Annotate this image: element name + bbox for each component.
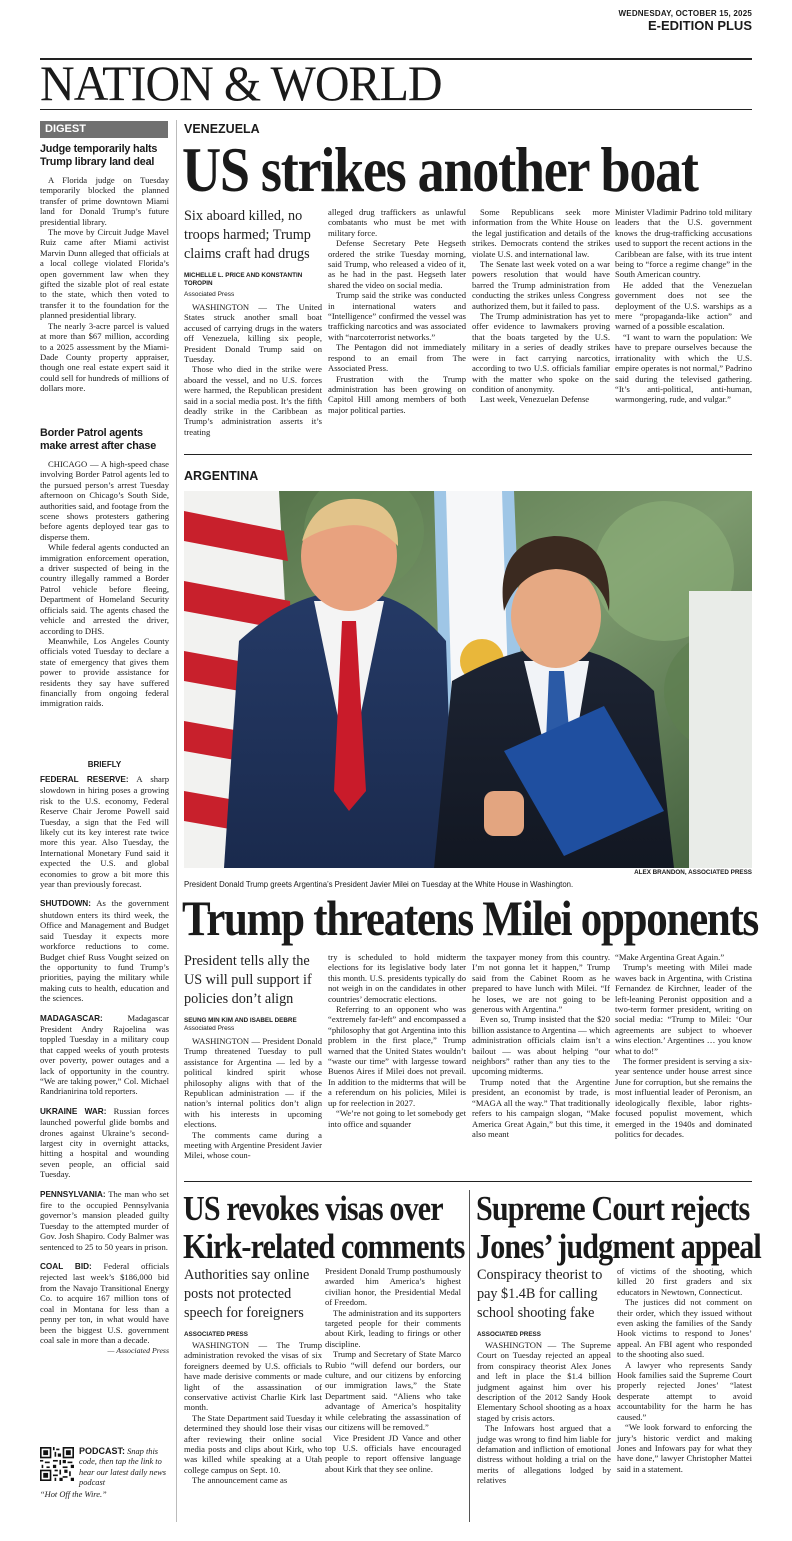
paragraph: The move by Circuit Judge Mavel Ruiz came after Miami activist Marvin Dunn alleged that officials at a local college violated Florida’s open government law when they gifted the sizable plot of real estate to the state, which then voted to transfer it to the foundation for the planned presidential library. [40, 227, 169, 321]
article-column [617, 1266, 752, 1474]
brief-text: The man who set fire to the occupied Pennsylvania governor’s mansion pleaded guilty Tuesday to the attempted murder of Gov. Josh Shapiro. Cody Balmer was sentenced to 25 to 50 years in prison. [40, 1188, 169, 1252]
paragraph: “We’re not going to let somebody get into office and squander [328, 1108, 466, 1129]
paragraph: “We look forward to enforcing the jury’s historic verdict and making Jones and Infowars pay for what they have done,” lawyer Christopher Mattei said in a statement. [617, 1422, 752, 1474]
paragraph: alleged drug traffickers as unlawful combatants who must be met with military force. [328, 207, 466, 238]
paragraph: WASHINGTON — The Supreme Court on Tuesday rejected an appeal from conspiracy theorist Alex Jones and left in place the $1.4 billion judgment against him over his description of the 2012 Sandy Hook Elementary School shooting as a hoax staged by crisis actors. [477, 1340, 611, 1423]
article-column [615, 952, 752, 1139]
paragraph: Trump’s meeting with Milei made waves back in Argentina, with Cristina Fernandez de Kirchner, leader of the left-leaning Peronist opposition and a two-term former president, writing on social media: “Trump to Milei: ‘Our agreements are subject to whoever wins election.’ Argentines … you know what to do!” [615, 962, 752, 1056]
story-rule [184, 1181, 752, 1182]
paragraph: of victims of the shooting, which killed 20 first graders and six educators in Newtown, Connecticut. [617, 1266, 752, 1297]
article-column [184, 1340, 322, 1486]
digest-headline: Judge temporarily halts Trump library land deal [40, 143, 158, 168]
brief-label: UKRAINE WAR: [40, 1106, 107, 1116]
brief-label: SHUTDOWN: [40, 899, 91, 909]
brief-item [40, 774, 169, 889]
headline-jones [476, 1190, 761, 1266]
article-column [472, 952, 610, 1139]
byline-agency: Associated Press [184, 291, 235, 298]
brief-text: Russian forces launched powerful glide bombs and drones against Ukraine’s second-largest city in overnight attacks, hitting a hospital and wounding seven people, an official said Tuesday. [40, 1105, 169, 1180]
column-divider [176, 120, 177, 1522]
paragraph: WASHINGTON — The Trump administration revoked the visas of six foreigners deemed by U.S. officials to have made derisive comments or made light of the assassination of conservative activist Charlie Kirk last month. [184, 1340, 322, 1413]
brief-label: MADAGASCAR: [40, 1013, 103, 1023]
story-rule [184, 454, 752, 455]
brief-item [40, 1261, 169, 1345]
byline-agency: ASSOCIATED PRESS [184, 1331, 248, 1338]
brief-item [40, 1106, 169, 1180]
paragraph: President Donald Trump posthumously awarded him America’s highest civilian honor, the Presidential Medal of Freedom. [325, 1266, 461, 1308]
article-column [472, 207, 610, 405]
paragraph: The State Department said Tuesday it determined they should lose their visas after reviewing their online social media posts and clips about Kirk, who was killed while speaking at a Utah college campus on Sept. 10. [184, 1412, 322, 1475]
photo-credit: ALEX BRANDON, ASSOCIATED PRESS [634, 869, 752, 876]
podcast-label: PODCAST: [79, 1446, 126, 1456]
headline-line: Jones’ judgment appeal [476, 1227, 761, 1266]
section-title: NATION & WORLD [40, 55, 442, 111]
digest-story-library [40, 143, 169, 394]
paragraph: Meanwhile, Los Angeles County officials voted Tuesday to declare a state of emergency that gives them power to provide assistance for residents they say have suffered financially from ongoing federal immigration raids. [40, 635, 169, 709]
article-column [328, 207, 466, 415]
paragraph: Vice President JD Vance and other top U.S. officials have encouraged people to report offensive language about Kirk that they see online. [325, 1432, 461, 1474]
paragraph: Minister Vladimir Padrino told military leaders that the U.S. government knows the drug-trafficking accusations used to support the recent actions in the Caribbean are false, with its true intent being to “force a regime change” in the South American country. [615, 207, 752, 280]
brief-label: COAL BID: [40, 1262, 92, 1272]
qr-code-icon[interactable] [40, 1447, 74, 1481]
digest-briefs [40, 760, 169, 1355]
headline-milei: Trump threatens Milei opponents [182, 890, 758, 946]
paragraph: try is scheduled to hold midterm elections for its legislative body later this month. U.S. presidents typically do not weigh in on the candidates in other countries’ democratic elections. [328, 952, 466, 1004]
paragraph: A Florida judge on Tuesday temporarily blocked the planned transfer of prime downtown Miami land for Donald Trump’s future presidential library. [40, 175, 169, 227]
brief-label: PENNSYLVANIA: [40, 1189, 106, 1199]
kicker-venezuela: VENEZUELA [184, 122, 260, 136]
brief-text: As the government shutdown enters its third week, the Office and Management and Budget said Tuesday it expects more workforce reductions to come. Budget chief Russ Vought seized on the opportunity to fund Trump’s priorities, paying the military while making cuts to health, education and the sciences. [40, 898, 169, 1004]
paragraph: Trump and Secretary of State Marco Rubio “will defend our borders, our culture, and our citizens by enforcing our immigration laws,” the State Department said. “Aliens who take advantage of America’s hospitality while celebrating the assassination of our citizens will be removed.” [325, 1349, 461, 1433]
paragraph: The former president is serving a six-year sentence under house arrest since June for corruption, but she remains the most influential leader of Peronism, an ideologically flexible, labor rights-focused populist movement, which emerged in the 1940s and dominated politics for decades. [615, 1056, 752, 1139]
paragraph: CHICAGO — A high-speed chase involving Border Patrol agents led to the pursued person’s arrest Tuesday afternoon on Chicago’s South Side, authorities said, and footage from the scene shows protesters gathering before agents deployed tear gas to disperse them. [40, 459, 169, 542]
byline-agency: ASSOCIATED PRESS [477, 1331, 541, 1338]
byline: SEUNG MIN KIM AND ISABEL DEBRE [184, 1017, 297, 1024]
briefly-label: BRIEFLY [87, 760, 122, 769]
deck-jones: Conspiracy theorist to pay $1.4B for calling school shooting fake [477, 1267, 603, 1321]
photo-trump-milei [184, 491, 752, 868]
article-column [184, 1036, 322, 1161]
digest-tag: DIGEST [40, 121, 168, 138]
paragraph: Even so, Trump insisted that the $20 billion assistance to Argentina — which administration officials claim isn’t a bailout — was about helping “our neighbors” rather than any ties to the upcoming midterms. [472, 1014, 610, 1077]
paragraph: Trump said the strike was conducted in international waters and “Intelligence” confirmed the vessel was trafficking narcotics and was associated with “narcoterrorist networks.” [328, 290, 466, 342]
deck-visas: Authorities say online posts not protected speech for foreigners [184, 1267, 310, 1321]
paragraph: The comments came during a meeting with Argentine President Javier Milei, whose coun- [184, 1129, 322, 1161]
paragraph: Those who died in the strike were aboard the vessel, and no U.S. forces were harmed, the Republican president said in a social media post. It’s the fifth deadly strike in the Caribbean as Trump’s administration asserts it’s treating [184, 364, 322, 437]
paragraph: “Make Argentina Great Again.” [615, 952, 725, 962]
article-column [325, 1266, 461, 1474]
paragraph: The justices did not comment on their order, which they issued without even asking the families of the Sandy Hook victims to respond to Jones’ appeal. An FBI agent who responded to the shooting also sued. [617, 1297, 752, 1360]
paragraph: While federal agents conducted an immigration enforcement operation, a driver suspected of being in the country illegally rammed a Border Patrol vehicle before fleeing, Department of Homeland Security officials said. The agents chased the vehicle and arrested the driver, according to DHS. [40, 542, 169, 636]
paragraph: WASHINGTON — The United States struck another small boat accused of carrying drugs in the waters off Venezuela, killing six people, President Donald Trump said on Tuesday. [184, 302, 322, 365]
brief-text: Federal officials rejected last week’s $186,000 bid from the Navajo Transitional Energy Co. to acquire 167 million tons of coal in Montana for less than a penny per ton, in what would have been the biggest U.S. government coal sale in more than a decade. [40, 1261, 169, 1345]
paragraph: Last week, Venezuelan Defense [480, 394, 590, 405]
paragraph: The Pentagon did not immediately respond to an email from The Associated Press. [328, 342, 466, 374]
brief-item [40, 898, 169, 1003]
headline-boat-strike: US strikes another boat [182, 135, 698, 205]
digest-body [40, 175, 169, 394]
paragraph: The Senate last week voted on a war powers resolution that would have barred the Trump administration from conducting the strikes unless Congress authorized them, but it failed to pass. [472, 259, 610, 311]
news-photo [184, 491, 752, 868]
brief-text: A sharp slowdown in hiring poses a growing risk to the U.S. economy, Federal Reserve Chair Jerome Powell said Tuesday, a sign that the Fed will likely cut its key interest rate twice more this year. Also Tuesday, the International Monetary Fund said it expected the U.S. and global economies to grow a bit more this year than previously forecast. [40, 774, 169, 890]
headline-visas [183, 1190, 464, 1266]
photo-caption: President Donald Trump greets Argentina’s President Javier Milei on Tuesday at the White House in Washington. [184, 880, 574, 889]
headline-line: US revokes visas over [183, 1189, 443, 1228]
story-divider [469, 1190, 470, 1522]
edition-label: E-EDITION PLUS [647, 18, 752, 33]
podcast-title: “Hot Off the Wire.” [40, 1490, 107, 1499]
paragraph: The Trump administration has yet to offer evidence to lawmakers proving that the boats targeted by the U.S. military in a series of deadly strikes were in fact carrying narcotics, according to two U.S. officials familiar with the matter who spoke on the condition of anonymity. [472, 311, 610, 394]
podcast-promo [79, 1446, 175, 1489]
article-column [477, 1340, 611, 1486]
paragraph: “I want to warn the population: We have to prepare ourselves because the irrationality with which the U.S. empire operates is not normal,” Padrino said during the televised gathering. “It’s anti-political, anti-human, warmongering, rude, and vulgar.” [615, 331, 752, 405]
kicker-argentina: ARGENTINA [184, 469, 259, 483]
brief-text: Madagascar President Andry Rajoelina was toppled Tuesday in a military coup that capped weeks of youth protests over poverty, power outages and a lack of opportunity in the country. “We are taking power,” Col. Michael Randrianirina told reporters. [40, 1012, 169, 1097]
brief-item [40, 1013, 169, 1097]
paragraph: The announcement came as [192, 1475, 288, 1486]
paragraph: The nearly 3-acre parcel is valued at more than $67 million, according to a 2025 assessment by the Miami-Dade County property appraiser, though one real estate expert said it could sell for hundreds of millions of dollars more. [40, 320, 169, 394]
digest-headline: Border Patrol agents make arrest after chase [40, 427, 157, 452]
headline-line: Supreme Court rejects [476, 1189, 750, 1228]
deck-boat-strike: Six aboard killed, no troops harmed; Trump claims craft had drugs [184, 208, 311, 262]
podcast-text: Snap this code, then tap the link to hear our latest daily news podcast [79, 1447, 167, 1488]
digest-body [40, 459, 169, 709]
digest-story-border-patrol [40, 427, 169, 709]
paragraph: Frustration with the Trump administration has been growing on Capitol Hill among members of both major political parties. [328, 373, 466, 415]
paragraph: A lawyer who represents Sandy Hook families said the Supreme Court properly rejected Jones’ “latest desperate attempt to avoid accountability for the harm he has caused.” [617, 1359, 752, 1422]
paragraph: Referring to an opponent who was “extremely far-left” and encompassed a “philosophy that got Argentina into this problem in the first place,” Trump warned that the United States wouldn’t “waste our time” with largesse toward Buenos Aires if Milei does not prevail. In addition to the midterms that will be a referendum on his policies, Milei is up for reelection in 2027. [328, 1004, 466, 1108]
paragraph: The administration and its supporters targeted people for their comments about Kirk, leading to firings or other discipline. [325, 1307, 461, 1349]
paragraph: He added that the Venezuelan government does not see the deployment of the U.S. warships as a mere “propaganda-like action” and warned of a possible escalation. [615, 279, 752, 332]
article-column [184, 302, 322, 437]
paragraph: the taxpayer money from this country. I’m not gonna let it happen,” Trump said from the Cabinet Room as he prepared to have lunch with Milei. “If he loses, we are not going to be generous with Argentina.” [472, 952, 610, 1015]
article-column [615, 207, 752, 405]
edition-date: WEDNESDAY, OCTOBER 15, 2025 [618, 9, 752, 18]
paragraph: WASHINGTON — President Donald Trump threatened Tuesday to pull assistance for Argentina — led by a political kindred spirit whose philosophy aligns with that of the Republican administration — if the nation’s internal politics don’t align with his interests in upcoming elections. [184, 1036, 322, 1130]
paragraph: The Infowars host argued that a judge was wrong to find him liable for defamation and infliction of emotional distress without holding a trial on the merits of allegations lodged by relatives [477, 1423, 611, 1486]
byline-agency: Associated Press [184, 1025, 235, 1032]
headline-line: Kirk-related comments [183, 1227, 465, 1266]
paragraph: Trump noted that the Argentine president, an economist by trade, is “MAGA all the way.” That traditionally refers to his campaign slogan, “Make America Great Again,” but this time, it also meant [472, 1076, 610, 1139]
paragraph: Some Republicans seek more information from the White House on the legal justification and details of the strikes. Democrats contend the strikes violate U.S. and international law. [472, 207, 610, 259]
briefs-credit: — Associated Press [107, 1346, 169, 1356]
deck-milei: President tells ally the US will pull support if policies don’t align [184, 953, 312, 1007]
brief-item [40, 1189, 169, 1252]
byline: MICHELLE L. PRICE AND KONSTANTIN TOROPIN [184, 272, 303, 287]
paragraph: Defense Secretary Pete Hegseth ordered the strike Tuesday morning, said Trump, who released a video of it, as he had in the past. Hegseth later shared the video on social media. [328, 238, 466, 290]
brief-label: FEDERAL RESERVE: [40, 775, 129, 784]
article-column [328, 952, 466, 1129]
section-rule [40, 109, 752, 110]
